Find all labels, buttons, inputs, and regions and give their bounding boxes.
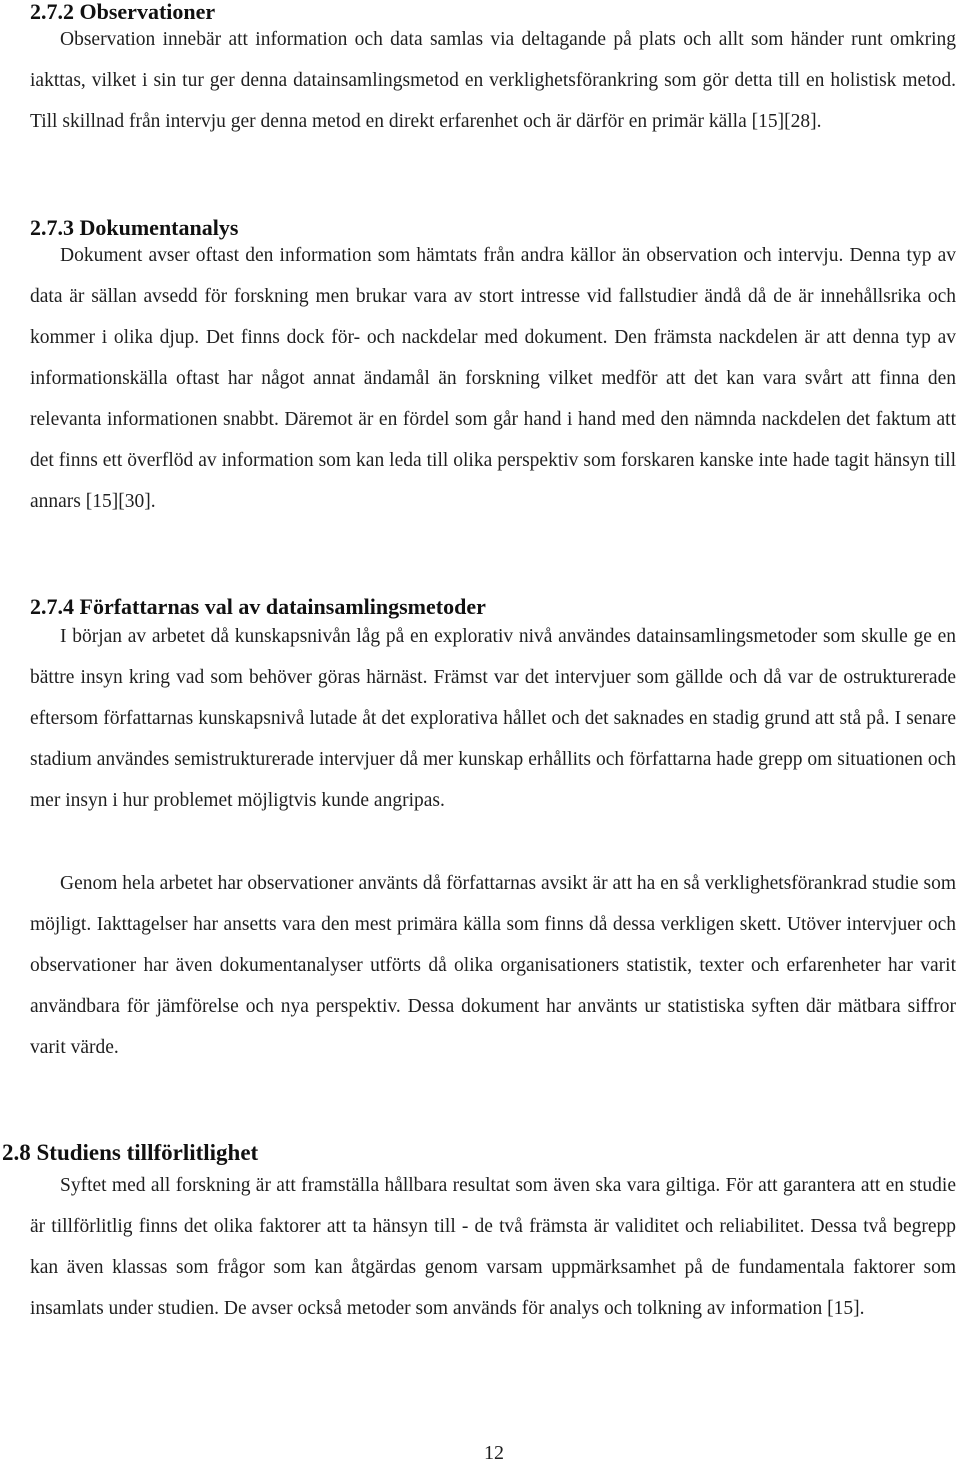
section-val-av-metoder <box>30 594 956 1058</box>
section-dokumentanalys <box>30 215 956 512</box>
heading-2-8: 2.8 Studiens tillförlitlighet <box>2 1140 259 1165</box>
paragraph-dokumentanalys: Dokument avser oftast den information som hämtats från andra källor än observation och intervju. Denna typ av data är sällan avsedd för forskning men brukar vara av stort intresse vid fallstudier ändå då de är innehållsrika och kommer i olika djup. Det finns dock för- och nackdelar med dokument. Den främsta nackdelen är att denna typ av informationskälla oftast har något annat ändamål än forskning vilket medför att det kan vara svårt att finna den relevanta informationen snabbt. Däremot är en fördel som går hand i hand med den nämnda nackdelen det faktum att det finns ett överflöd av information som kan leda till olika perspektiv som forskaren kanske inte hade tagit hänsyn till annars [15][30]. <box>30 245 956 512</box>
heading-2-7-3: 2.7.3 Dokumentanalys <box>30 215 239 240</box>
heading-2-7-4: 2.7.4 Författarnas val av datainsamlingsmetoder <box>30 594 486 619</box>
paragraph-val-av-metoder-2: Genom hela arbetet har observationer använts då författarnas avsikt är att ha en så verklighetsförankrad studie som möjligt. Iakttagelser har ansetts vara den mest primära källa som finns då dessa verkligen skett. Utöver intervjuer och observationer har även dokumentanalyser utförts då olika organisationers statistik, texter och erfarenheter har varit användbara för jämförelse och nya perspektiv. Dessa dokument har använts ur statistiska syften där mätbara siffror varit värde. <box>30 873 956 1058</box>
paragraph-observationer: Observation innebär att information och data samlas via deltagande på plats och allt som händer runt omkring iakttas, vilket i sin tur ger denna datainsamlingsmetod en verklighetsförankring som gör detta till en holistisk metod. Till skillnad från intervju ger denna metod en direkt erfarenhet och är därför en primär källa [15][28]. <box>30 29 956 132</box>
heading-2-7-2: 2.7.2 Observationer <box>30 0 216 24</box>
paragraph-val-av-metoder-1: I början av arbetet då kunskapsnivån låg på en explorativ nivå användes datainsamlingsmetoder som skulle ge en bättre insyn kring vad som behöver göras härnäst. Främst var det intervjuer som gällde och då var de ostrukturerade eftersom författarnas kunskapsnivå lutade åt det explorativa hållet och det saknades en stadig grund att stå på. I senare stadium användes semistrukturerade intervjuer då mer kunskap erhållits och författarna hade grepp om situationen och mer insyn i hur problemet möjligtvis kunde angripas. <box>30 626 956 811</box>
paragraph-tillforlitlighet: Syftet med all forskning är att framställa hållbara resultat som även ska vara giltiga. För att garantera att en studie är tillförlitlig finns det olika faktorer att ta hänsyn till - de två främsta är validitet och reliabilitet. Dessa två begrepp kan även klassas som frågor som kan åtgärdas genom varsam uppmärksamhet på de fundamentala faktorer som insamlats under studien. De avser också metoder som används för analys och tolkning av information [15]. <box>30 1175 956 1319</box>
section-tillforlitlighet <box>2 1140 956 1319</box>
page-number: 12 <box>484 1442 504 1464</box>
